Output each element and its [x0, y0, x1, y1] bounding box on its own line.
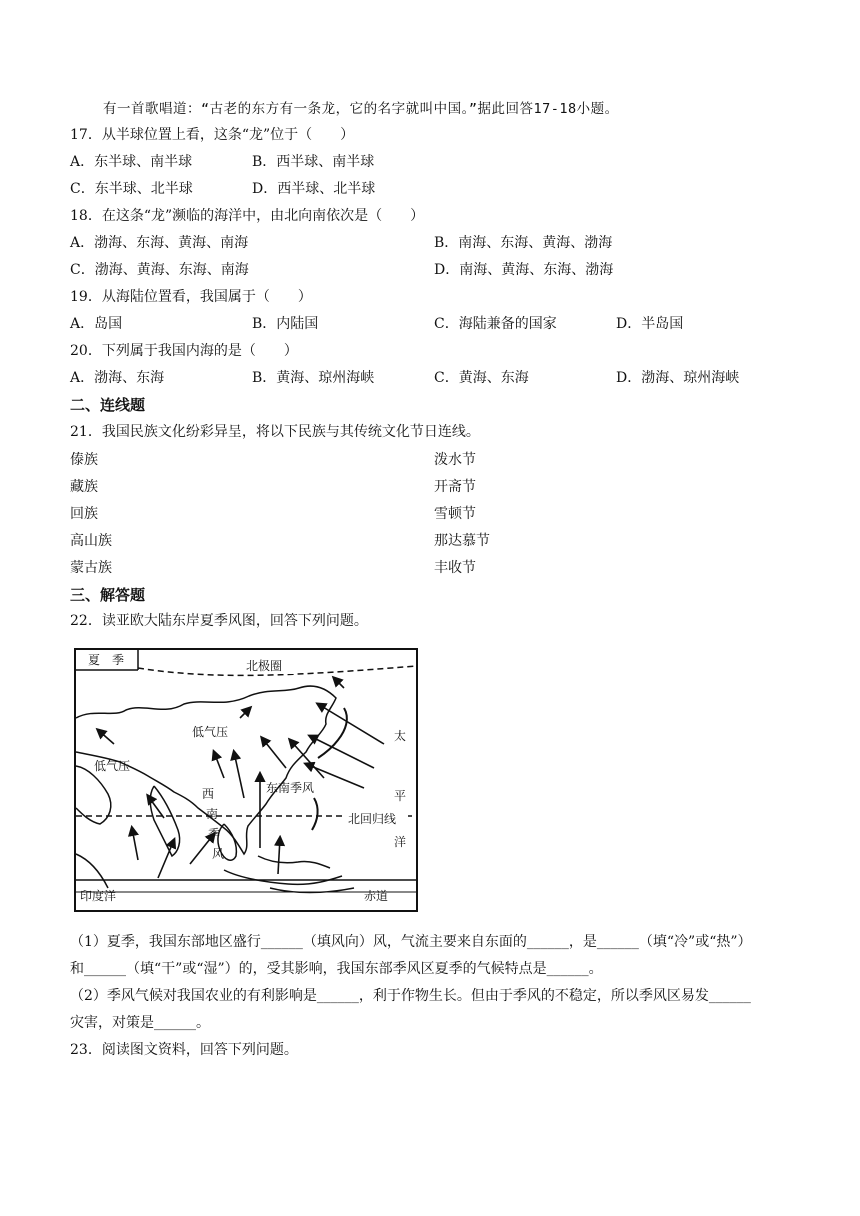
southeast-monsoon-label: 东南季风 — [266, 781, 315, 795]
equator-label: 赤道 — [364, 889, 389, 903]
q18-option-b: B．南海、东海、黄海、渤海 — [434, 235, 613, 251]
pacific-label-char: 洋 — [394, 835, 407, 849]
southwest-monsoon-char: 南 — [206, 807, 219, 821]
low-pressure-label: 低气压 — [192, 725, 229, 739]
q22-part1-line1: （1）夏季，我国东部地区盛行______（填风向）风，气流主要来自东面的______，是______（填“冷”或“热”） — [70, 934, 752, 950]
low-pressure-label: 低气压 — [94, 759, 131, 773]
q17-stem: 17．从半球位置上看，这条“龙”位于（ ） — [70, 127, 355, 143]
pacific-label-char: 太 — [394, 729, 407, 743]
q21-festival-item: 丰收节 — [434, 560, 476, 576]
q19-option-b: B．内陆国 — [252, 316, 319, 332]
q21-people-item: 高山族 — [70, 533, 112, 549]
q21-festival-item: 开斋节 — [434, 479, 476, 495]
q18-option-c: C．渤海、黄海、东海、南海 — [70, 262, 249, 278]
q20-option-b: B．黄海、琼州海峡 — [252, 370, 375, 386]
q22-part1-line2: 和______（填“干”或“湿”）的，受其影响，我国东部季风区夏季的气候特点是______。 — [70, 961, 603, 977]
q19-option-c: C．海陆兼备的国家 — [434, 316, 557, 332]
q20-stem: 20．下列属于我国内海的是（ ） — [70, 343, 298, 359]
q22-part2-line1: （2）季风气候对我国农业的有利影响是______，利于作物生长。但由于季风的不稳定，所以季风区易发______ — [70, 988, 751, 1004]
q18-option-a: A．渤海、东海、黄海、南海 — [70, 235, 249, 251]
q21-stem: 21．我国民族文化纷彩异呈，将以下民族与其传统文化节日连线。 — [70, 424, 480, 440]
section-heading-matching: 二、连线题 — [70, 396, 146, 414]
q19-option-d: D．半岛国 — [616, 316, 684, 332]
indian-ocean-label: 印度洋 — [80, 889, 117, 903]
q18-option-d: D．南海、黄海、东海、渤海 — [434, 262, 614, 278]
q17-option-a: A．东半球、南半球 — [70, 154, 193, 170]
map-frame — [75, 649, 417, 911]
southwest-monsoon-char: 风 — [212, 847, 225, 861]
tropic-of-cancer-label: 北回归线 — [348, 812, 397, 826]
q19-stem: 19．从海陆位置看，我国属于（ ） — [70, 289, 312, 305]
q21-people-item: 傣族 — [70, 452, 98, 468]
q21-people-item: 蒙古族 — [70, 560, 112, 576]
summer-monsoon-map — [74, 648, 418, 912]
q21-people-item: 回族 — [70, 506, 98, 522]
southwest-monsoon-char: 西 — [202, 787, 215, 801]
q20-option-d: D．渤海、琼州海峡 — [616, 370, 740, 386]
q22-stem: 22．读亚欧大陆东岸夏季风图，回答下列问题。 — [70, 613, 368, 629]
q20-option-c: C．黄海、东海 — [434, 370, 529, 386]
arctic-circle-label: 北极圈 — [246, 659, 283, 673]
q21-festival-item: 雪顿节 — [434, 506, 476, 522]
southwest-monsoon-char: 季 — [208, 827, 221, 841]
q20-option-a: A．渤海、东海 — [70, 370, 165, 386]
q21-people-item: 藏族 — [70, 479, 98, 495]
q22-part2-line2: 灾害，对策是______。 — [70, 1015, 210, 1031]
q23-stem: 23．阅读图文资料，回答下列问题。 — [70, 1042, 298, 1058]
intro-text: 有一首歌唱道：“古老的东方有一条龙，它的名字就叫中国。”据此回答17-18小题。 — [103, 101, 619, 117]
pacific-label-char: 平 — [394, 789, 407, 803]
q17-option-b: B．西半球、南半球 — [252, 154, 375, 170]
q18-stem: 18．在这条“龙”濒临的海洋中，由北向南依次是（ ） — [70, 208, 425, 224]
q21-festival-item: 泼水节 — [434, 452, 476, 468]
q17-option-d: D．西半球、北半球 — [252, 181, 376, 197]
map-season-label: 夏 季 — [88, 653, 125, 667]
q19-option-a: A．岛国 — [70, 316, 123, 332]
section-heading-answer: 三、解答题 — [70, 586, 146, 604]
q17-option-c: C．东半球、北半球 — [70, 181, 193, 197]
q21-festival-item: 那达慕节 — [434, 533, 490, 549]
